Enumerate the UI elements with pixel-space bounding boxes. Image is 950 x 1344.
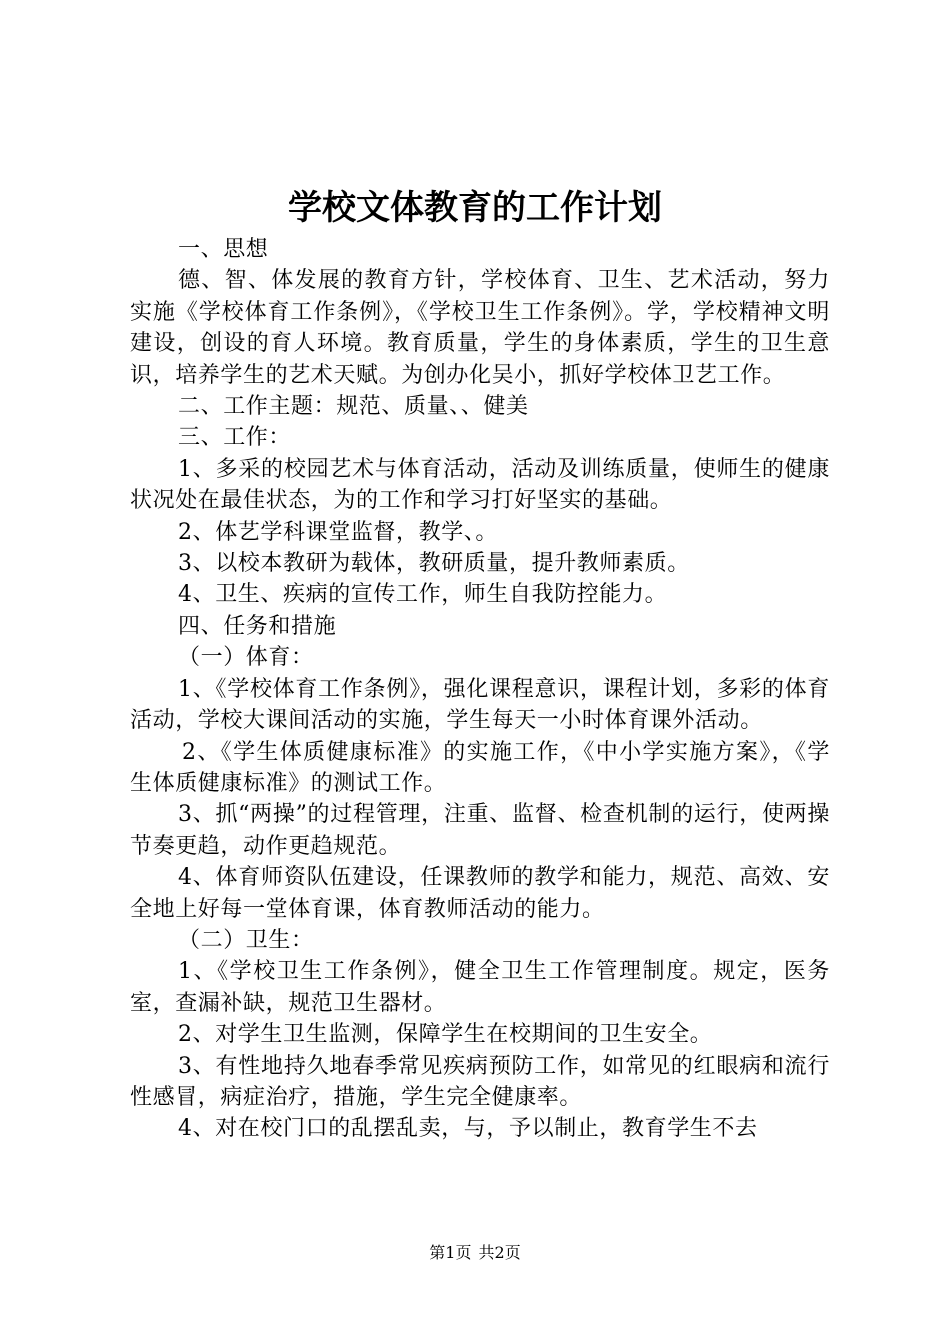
paragraph: 2、对学生卫生监测，保障学生在校期间的卫生安全。: [178, 1022, 713, 1048]
page-footer: [0, 1242, 950, 1264]
paragraph: 4、对在校门口的乱摆乱卖，与，予以制止，教育学生不去: [178, 1116, 758, 1142]
page-number: 第1页: [429, 1243, 472, 1262]
paragraph: 4、体育师资队伍建设，任课教师的教学和能力，规范、高效、安全地上好每一堂体育课，体育教师活动的能力。: [130, 865, 830, 922]
paragraph: 3、有性地持久地春季常见疾病预防工作，如常见的红眼病和流行性感冒，病症治疗，措施，学生完全健康率。: [130, 1053, 830, 1110]
paragraph: 3、抓“两操”的过程管理，注重、监督、检查机制的运行，使两操节奏更趋，动作更趋规范。: [130, 802, 830, 859]
paragraph: 3、以校本教研为载体，教研质量，提升教师素质。: [178, 551, 690, 577]
paragraph: 4、卫生、疾病的宣传工作，师生自我防控能力。: [178, 582, 668, 608]
paragraph: 2、体艺学科课堂监督，教学、。: [178, 519, 498, 545]
heading-tasks-measures: 四、任务和措施: [178, 613, 337, 639]
heading-work-theme: 二、工作主题：规范、质量、、健美: [178, 394, 529, 420]
document-body: [130, 234, 830, 1145]
paragraph: 德、智、体发展的教育方针，学校体育、卫生、艺术活动，努力实施《学校体育工作条例》，《学校卫生工作条例》。学，学校精神文明建设，创设的育人环境。教育质量，学生的身体素质，学生的卫生意识，培养学生的艺术天赋。为创办化吴小，抓好学校体卫艺工作。: [130, 268, 830, 388]
document-title: 学校文体教育的工作计划: [288, 188, 662, 228]
heading-work: 三、工作：: [178, 425, 292, 451]
subheading-sports: （一）体育：: [178, 645, 314, 671]
paragraph: 2、《学生体质健康标准》的实施工作，《中小学实施方案》，《学生体质健康标准》的测试工作。: [130, 739, 830, 796]
paragraph: 1、《学校卫生工作条例》，健全卫生工作管理制度。规定，医务室，查漏补缺，规范卫生器材。: [130, 959, 830, 1016]
subheading-health: （二）卫生：: [178, 927, 314, 953]
heading-ideology: 一、思想: [178, 237, 269, 262]
page-total: 共2页: [478, 1243, 521, 1262]
paragraph: 1、《学校体育工作条例》，强化课程意识，课程计划，多彩的体育活动，学校大课间活动的实施，学生每天一小时体育课外活动。: [130, 676, 830, 734]
paragraph: 1、多采的校园艺术与体育活动，活动及训练质量，使师生的健康状况处在最佳状态，为的工作和学习打好坚实的基础。: [130, 456, 830, 514]
